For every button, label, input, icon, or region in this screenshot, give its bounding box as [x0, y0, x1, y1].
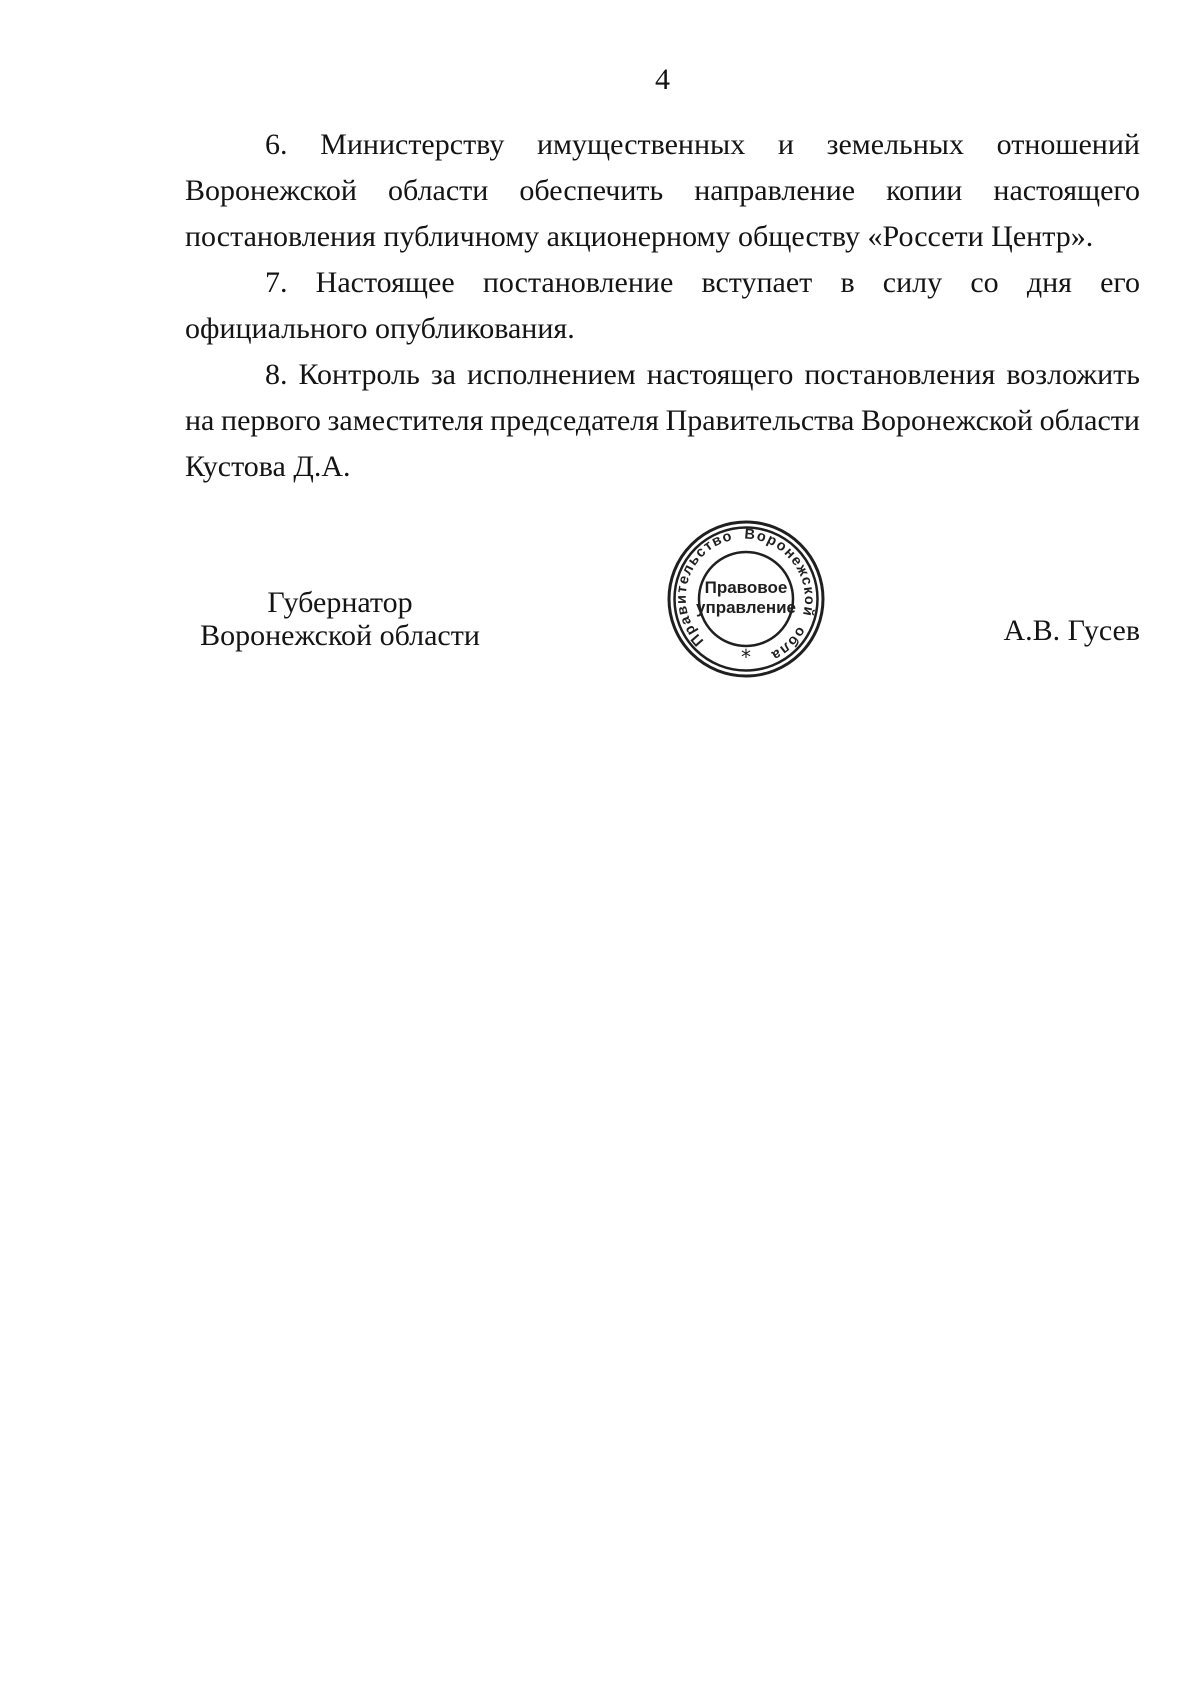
word: первого: [221, 404, 321, 437]
signature-title-line2: Воронежской области: [200, 619, 480, 652]
signature-title: [185, 586, 495, 652]
text-line: [185, 122, 1140, 168]
stamp-bottom-mark: *: [741, 645, 751, 669]
word: направление: [694, 174, 856, 207]
text-line: [185, 352, 1140, 398]
word: обеспечить: [519, 174, 664, 207]
document-body: [185, 122, 1140, 490]
word: возложить: [1006, 358, 1140, 391]
text-line: постановления публичному акционерному обществу «Россети Центр».: [185, 220, 1094, 253]
word: 7.: [265, 266, 288, 299]
signature-name: А.В. Гусев: [1003, 614, 1140, 647]
word: со: [970, 266, 999, 299]
word: настоящего: [646, 358, 794, 391]
word: вступает: [701, 266, 813, 299]
word: постановление: [482, 266, 674, 299]
text-line: [185, 260, 1140, 306]
word: заместителя: [327, 404, 484, 437]
word: и: [777, 128, 794, 161]
text-line: [185, 168, 1140, 214]
word: на: [185, 404, 215, 437]
text-line: Кустова Д.А.: [185, 450, 351, 483]
text-line: [185, 398, 1140, 444]
text-line: официального опубликования.: [185, 312, 575, 345]
legal-department-stamp-icon: [664, 517, 828, 681]
word: за: [430, 358, 456, 391]
stamp-center-line2: управление: [696, 598, 796, 617]
word: Воронежской: [185, 174, 357, 207]
word: отношений: [996, 128, 1140, 161]
word: Воронежской: [861, 404, 1033, 437]
word: копии: [886, 174, 963, 207]
word: дня: [1026, 266, 1072, 299]
word: в: [840, 266, 855, 299]
word: 8.: [265, 358, 288, 391]
word: имущественных: [537, 128, 746, 161]
word: Настоящее: [315, 266, 455, 299]
word: исполнением: [466, 358, 636, 391]
signature-title-line1: Губернатор: [267, 586, 413, 619]
page-number: 4: [655, 63, 670, 96]
stamp-center-line1: Правовое: [704, 578, 788, 597]
word: его: [1100, 266, 1140, 299]
stamp-ring-text: Правительство Воронежской обла: [673, 526, 818, 664]
word: постановления: [804, 358, 996, 391]
word: председателя: [490, 404, 659, 437]
word: Правительства: [665, 404, 855, 437]
word: области: [1039, 404, 1140, 437]
word: Министерству: [320, 128, 505, 161]
word: 6.: [265, 128, 288, 161]
word: области: [388, 174, 489, 207]
word: Контроль: [298, 358, 420, 391]
word: силу: [882, 266, 943, 299]
word: земельных: [826, 128, 964, 161]
word: настоящего: [993, 174, 1140, 207]
